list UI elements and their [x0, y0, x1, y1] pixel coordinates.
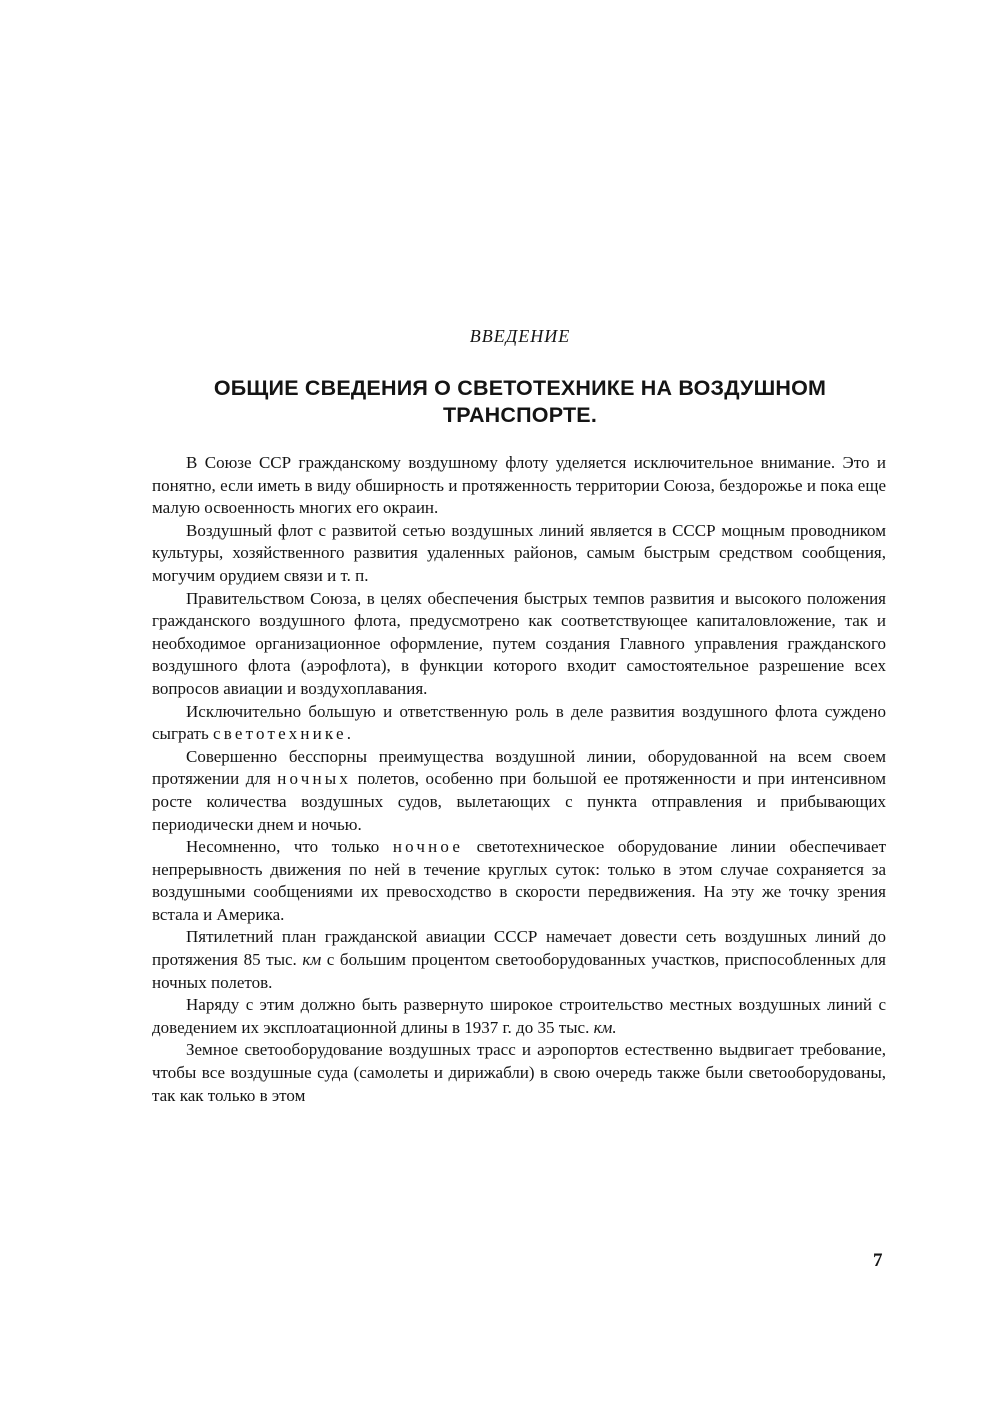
- paragraph-4: [152, 701, 886, 746]
- paragraph-7-unit: км: [302, 950, 322, 970]
- page-number: 7: [873, 1250, 883, 1271]
- paragraph-6-text-end: светотехническое оборудование линии обеспечивает непрерывность движения по ней в течение круглых суток: только в этом случае сохраняется за воздушными сообщениями их превосходство в скорости передвижения. На эту же точку зрения встала и Америка.: [152, 837, 886, 924]
- paragraph-7-text-end: с большим процентом светооборудованных участков, приспособленных для ночных полетов.: [152, 950, 886, 992]
- paragraph-4-text: Исключительно большую и ответственную роль в деле развития воздушного флота суждено сыграть: [152, 701, 886, 744]
- body-text: [152, 452, 886, 1107]
- paragraph-3: Правительством Союза, в целях обеспечения быстрых темпов развития и высокого положения гражданского воздушного флота, предусмотрено как соответствующее капиталовложение, так и необходимое организационное оформление, путем создания Главного управления гражданского воздушного флота (аэрофлота), в функции которого входит самостоятельное разрешение всех вопросов авиации и воздухоплавания.: [152, 588, 886, 698]
- paragraph-4-emphasis: светотехнике.: [212, 724, 355, 744]
- paragraph-1: В Союзе ССР гражданскому воздушному флоту уделяется исключительное внимание. Это и понятно, если иметь в виду обширность и протяженность территории Союза, бездорожье и пока еще малую освоенность многих его окраин.: [152, 453, 886, 518]
- paragraph-6: [152, 836, 886, 926]
- paragraph-9: Земное светооборудование воздушных трасс и аэропортов естественно выдвигает требование, чтобы все воздушные суда (самолеты и дирижабли) в свою очередь также были светооборудованы, так как только в этом: [152, 1040, 886, 1105]
- paragraph-6-emphasis: ночное: [392, 837, 464, 857]
- paragraph-5-text-start: Совершенно бесспорны преимущества воздушной линии, оборудованной на всем своем протяжении для: [152, 746, 886, 789]
- paragraph-5: [152, 746, 886, 836]
- paragraph-5-emphasis: ночных: [277, 769, 352, 789]
- paragraph-7-text-start: Пятилетний план гражданской авиации СССР намечает довести сеть воздушных линий до протяжения 85 тыс.: [152, 927, 886, 970]
- paragraph-8-unit: км.: [593, 1017, 617, 1037]
- paragraph-7: [152, 926, 886, 994]
- paragraph-6-text-start: Несомненно, что только: [186, 837, 380, 857]
- page-title: ОБЩИЕ СВЕДЕНИЯ О СВЕТОТЕХНИКЕ НА ВОЗДУШНОМ ТРАНСПОРТЕ.: [213, 376, 827, 427]
- paragraph-5-text-end: полетов, особенно при большой ее протяженности и при интенсивном росте количества воздушных судов, вылетающих с пункта отправления и прибывающих периодически днем и ночью.: [152, 769, 887, 834]
- section-label: ВВЕДЕНИЕ: [469, 326, 571, 346]
- paragraph-8: [152, 994, 886, 1039]
- paragraph-2: Воздушный флот с развитой сетью воздушных линий является в СССР мощным проводником культуры, хозяйственного развития удаленных районов, самым быстрым средством сообщения, могучим орудием связи и т. п.: [152, 520, 886, 585]
- paragraph-8-text: Наряду с этим должно быть развернуто широкое строительство местных воздушных линий с доведением их эксплоатационной длины в 1937 г. до 35 тыс.: [152, 995, 886, 1037]
